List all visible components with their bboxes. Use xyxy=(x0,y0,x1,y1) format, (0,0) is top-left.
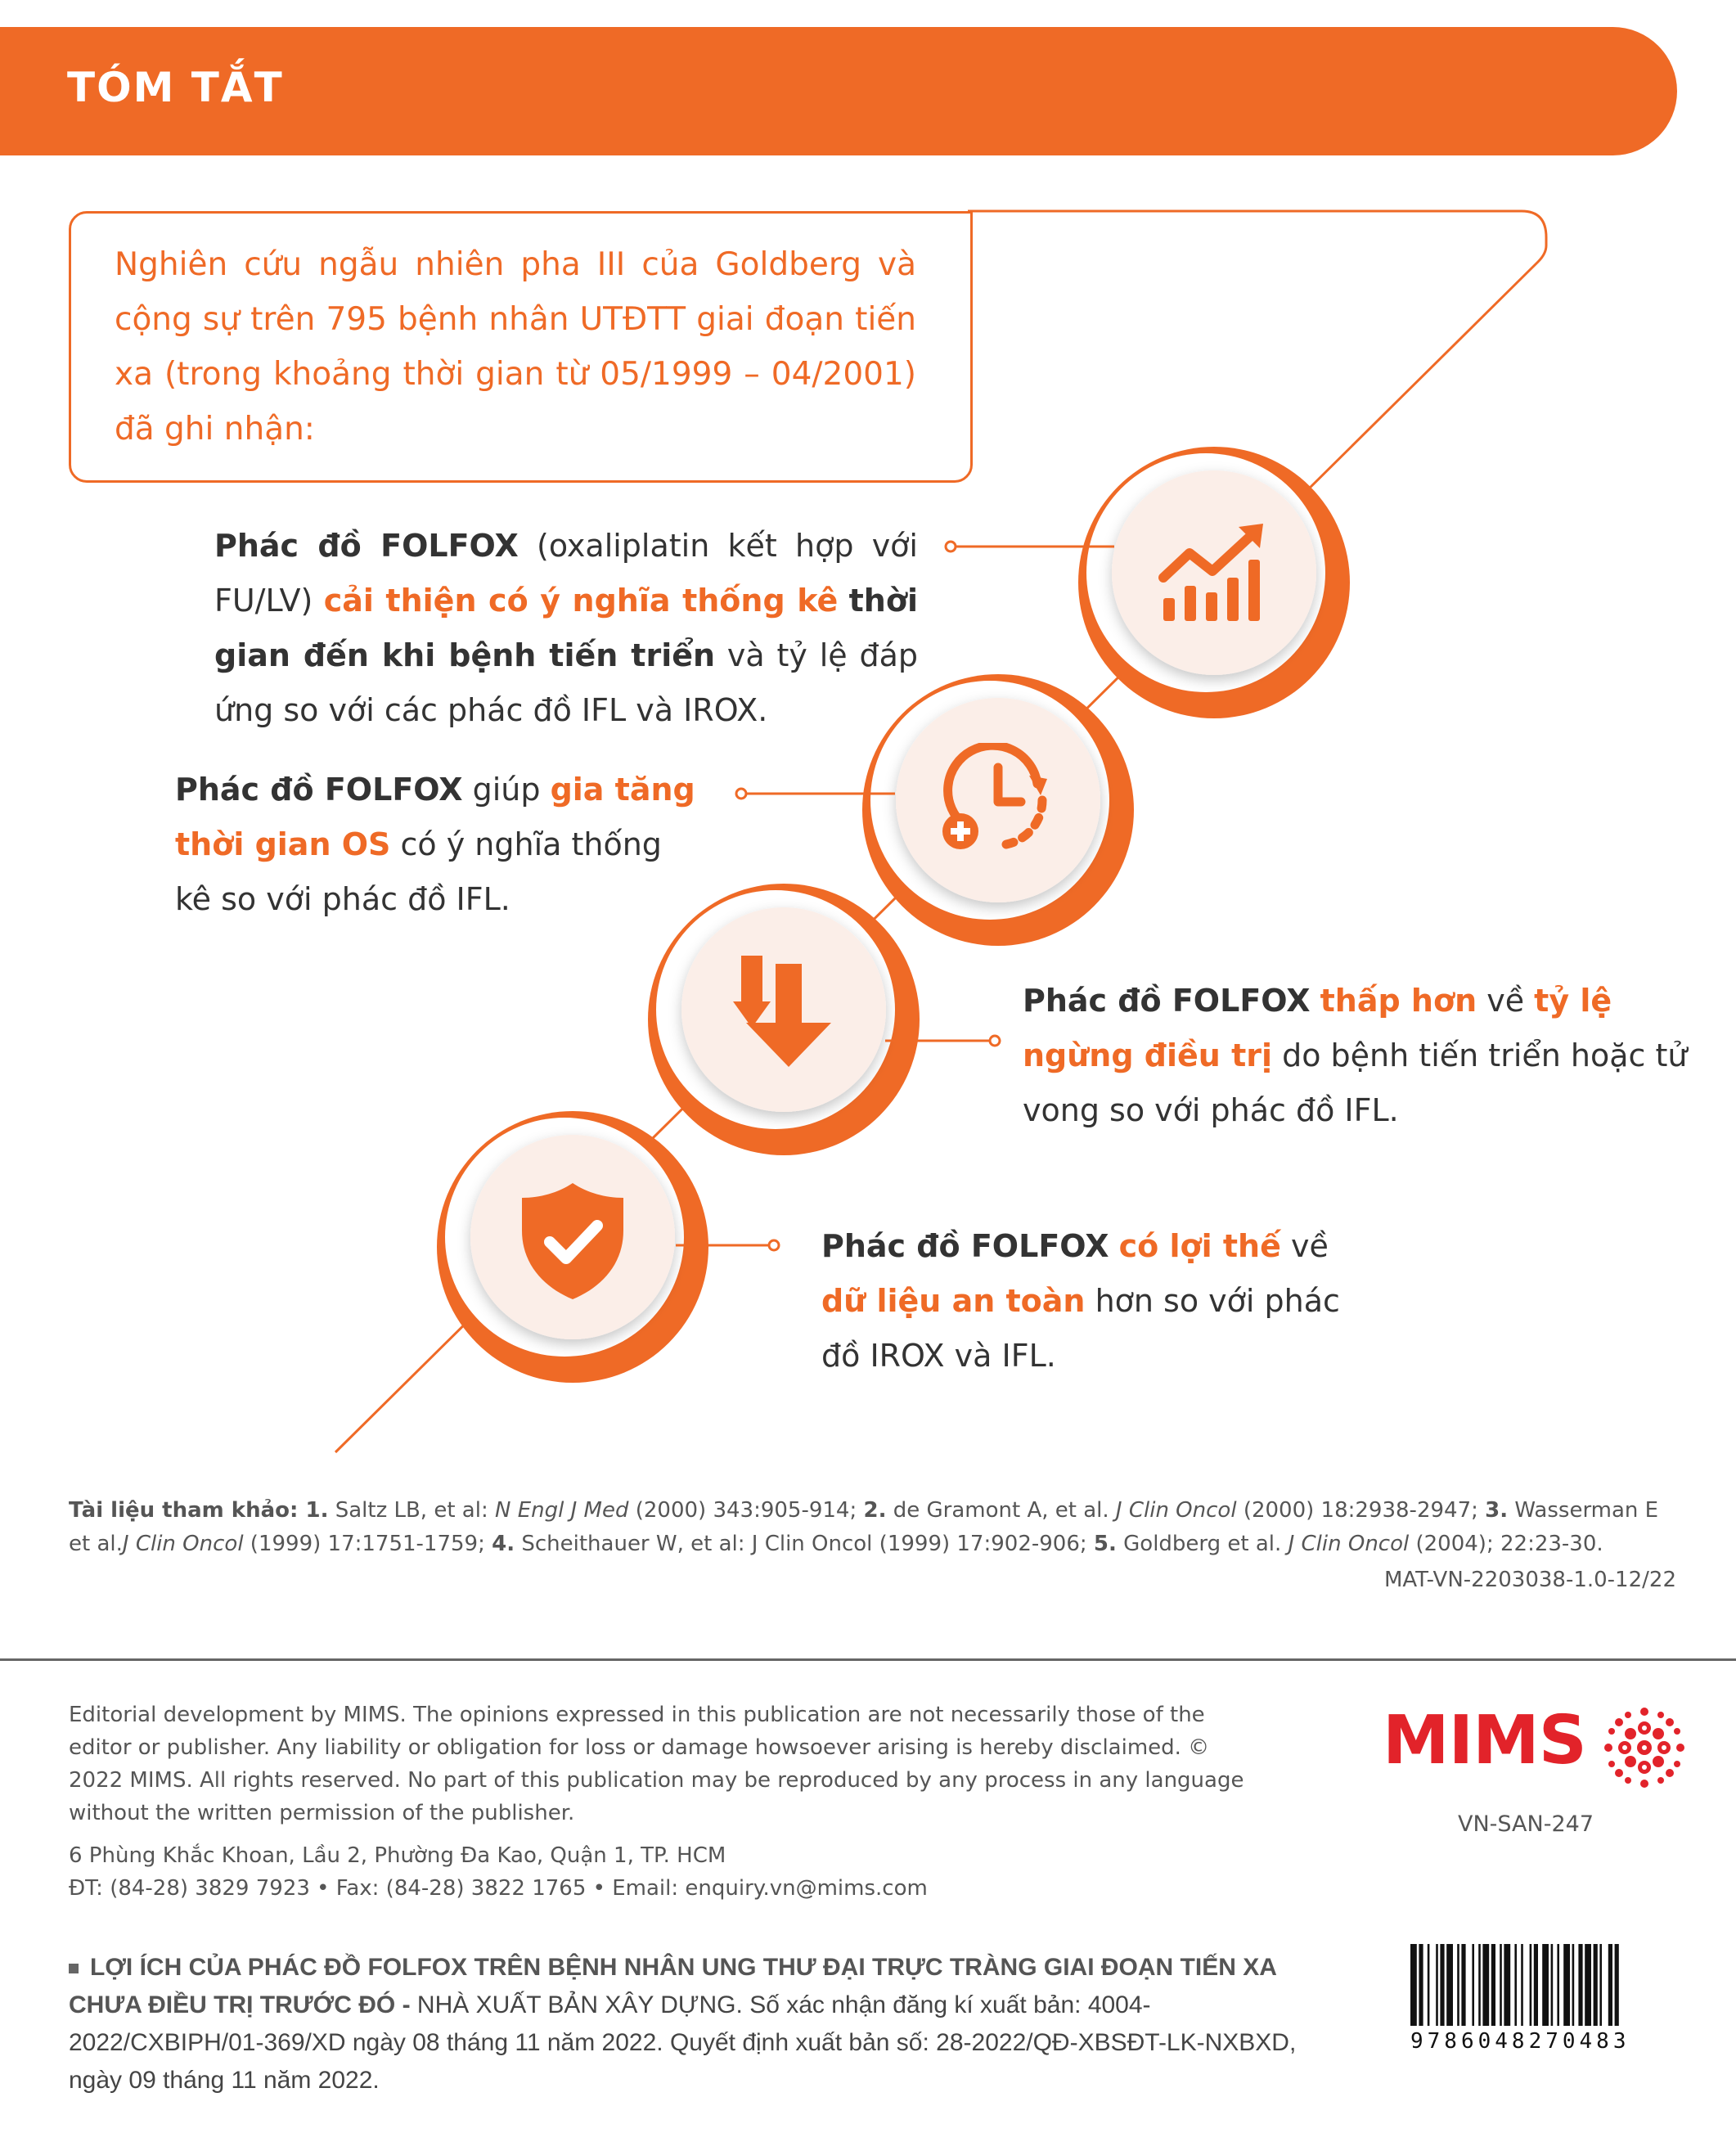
barcode-bar xyxy=(1521,1944,1523,2026)
barcode-bar xyxy=(1410,1944,1417,2026)
down-arrow-icon xyxy=(733,952,831,1075)
point-1-text: Phác đồ FOLFOX (oxaliplatin kết hợp với FU/LV) cải thiện có ý nghĩa thống kê thời gian đến khi bệnh tiến triển và tỷ lệ đáp ứng so với các phác đồ IFL và IROX. xyxy=(214,528,918,728)
barcode-bar xyxy=(1436,1944,1438,2026)
contact-line: ĐT: (84-28) 3829 7923 • Fax: (84-28) 3822 1765 • Email: enquiry.vn@mims.com xyxy=(69,1876,928,1901)
barcode-bar xyxy=(1557,1944,1559,2026)
mims-logo-text: MIMS xyxy=(1383,1702,1586,1780)
barcode-bar xyxy=(1478,1944,1481,2026)
barcode-bar xyxy=(1585,1944,1591,2026)
clock-plus-icon xyxy=(941,743,1055,857)
shield-check-icon xyxy=(517,1180,628,1303)
material-code: MAT-VN-2203038-1.0-12/22 xyxy=(1383,1568,1676,1592)
barcode-bar xyxy=(1578,1944,1582,2026)
page-title: TÓM TẮT xyxy=(67,64,284,111)
point-4-text: Phác đồ FOLFOX có lợi thế về dữ liệu an toàn hơn so với phác đồ IROX và IFL. xyxy=(821,1228,1340,1374)
barcode-bar xyxy=(1542,1944,1549,2026)
barcode-bar xyxy=(1530,1944,1532,2026)
barcode-bar xyxy=(1472,1944,1474,2026)
barcode-bar xyxy=(1534,1944,1538,2026)
barcode-bar xyxy=(1599,1944,1602,2026)
barcode-bar xyxy=(1446,1944,1453,2026)
rising-chart-icon xyxy=(1157,520,1271,627)
barcode-bar xyxy=(1457,1944,1459,2026)
barcode-bar xyxy=(1482,1944,1489,2026)
barcode xyxy=(1410,1944,1656,2026)
barcode-bar xyxy=(1514,1944,1517,2026)
references: Tài liệu tham khảo: 1. Saltz LB, et al: N Engl J Med (2000) 343:905-914; 2. de Gramont A, et al. J Clin Oncol (2000) 18:2938-2947; 3. Wasserman E et al.J Clin Oncol (1999) 17:1751-1759; 4. Scheithauer W, et al: J Clin Oncol (1999) 17:902-906; 5. Goldberg et al. J Clin Oncol (2004); 22:23-30. xyxy=(69,1498,1659,1556)
barcode-bar xyxy=(1594,1944,1598,2026)
point-3-text: Phác đồ FOLFOX thấp hơn về tỷ lệ ngừng điều trị do bệnh tiến triển hoặc tử vong so với phác đồ IFL. xyxy=(1023,983,1688,1128)
barcode-bar xyxy=(1608,1944,1612,2026)
intro-text: Nghiên cứu ngẫu nhiên pha III của Goldberg và cộng sự trên 795 bệnh nhân UTĐTT giai đoạn tiến xa (trong khoảng thời gian từ 05/1999 – 04/2001) đã ghi nhận: xyxy=(115,246,916,448)
barcode-bar xyxy=(1500,1944,1502,2026)
mims-logo-icon xyxy=(1603,1707,1685,1789)
barcode-bar xyxy=(1563,1944,1570,2026)
legal-notice: Editorial development by MIMS. The opinions expressed in this publication are not necessarily those of the editor or publisher. Any liability or obligation for loss or damage howsoever arising is hereby disclaimed. © 2022 MIMS. All rights reserved. No part of this publication may be reproduced by any process in any language without the written permission of the publisher. xyxy=(69,1703,1244,1825)
barcode-bar xyxy=(1461,1944,1465,2026)
divider xyxy=(0,1658,1736,1661)
brand-code: VN-SAN-247 xyxy=(1458,1811,1594,1837)
isbn-number: 9786048270483 xyxy=(1410,2029,1630,2054)
barcode-bar xyxy=(1491,1944,1495,2026)
publication-info: LỢI ÍCH CỦA PHÁC ĐỒ FOLFOX TRÊN BỆNH NHÂN UNG THƯ ĐẠI TRỰC TRÀNG GIAI ĐOẠN TIẾN XA CHƯA ĐIỀU TRỊ TRƯỚC ĐÓ - NHÀ XUẤT BẢN XÂY DỰNG. Số xác nhận đăng kí xuất bản: 4004-2022/CXBIPH/01-369/XD ngày 08 tháng 11 năm 2022. Quyết định xuất bản số: 28-2022/QĐ-XBSĐT-LK-NXBXD, ngày 09 tháng 11 năm 2022. xyxy=(69,1954,1297,2094)
barcode-bar xyxy=(1504,1944,1510,2026)
bullet-square xyxy=(69,1964,79,1973)
barcode-bar xyxy=(1419,1944,1423,2026)
contact-block xyxy=(69,1839,1132,1905)
barcode-bar xyxy=(1551,1944,1554,2026)
point-2-text: Phác đồ FOLFOX giúp gia tăng thời gian OS có ý nghĩa thống kê so với phác đồ IFL. xyxy=(175,772,695,917)
barcode-bar xyxy=(1428,1944,1430,2026)
barcode-bar xyxy=(1615,1944,1619,2026)
address: 6 Phùng Khắc Khoan, Lầu 2, Phường Đa Kao, Quận 1, TP. HCM xyxy=(69,1843,726,1868)
barcode-bar xyxy=(1572,1944,1575,2026)
barcode-bar xyxy=(1440,1944,1444,2026)
